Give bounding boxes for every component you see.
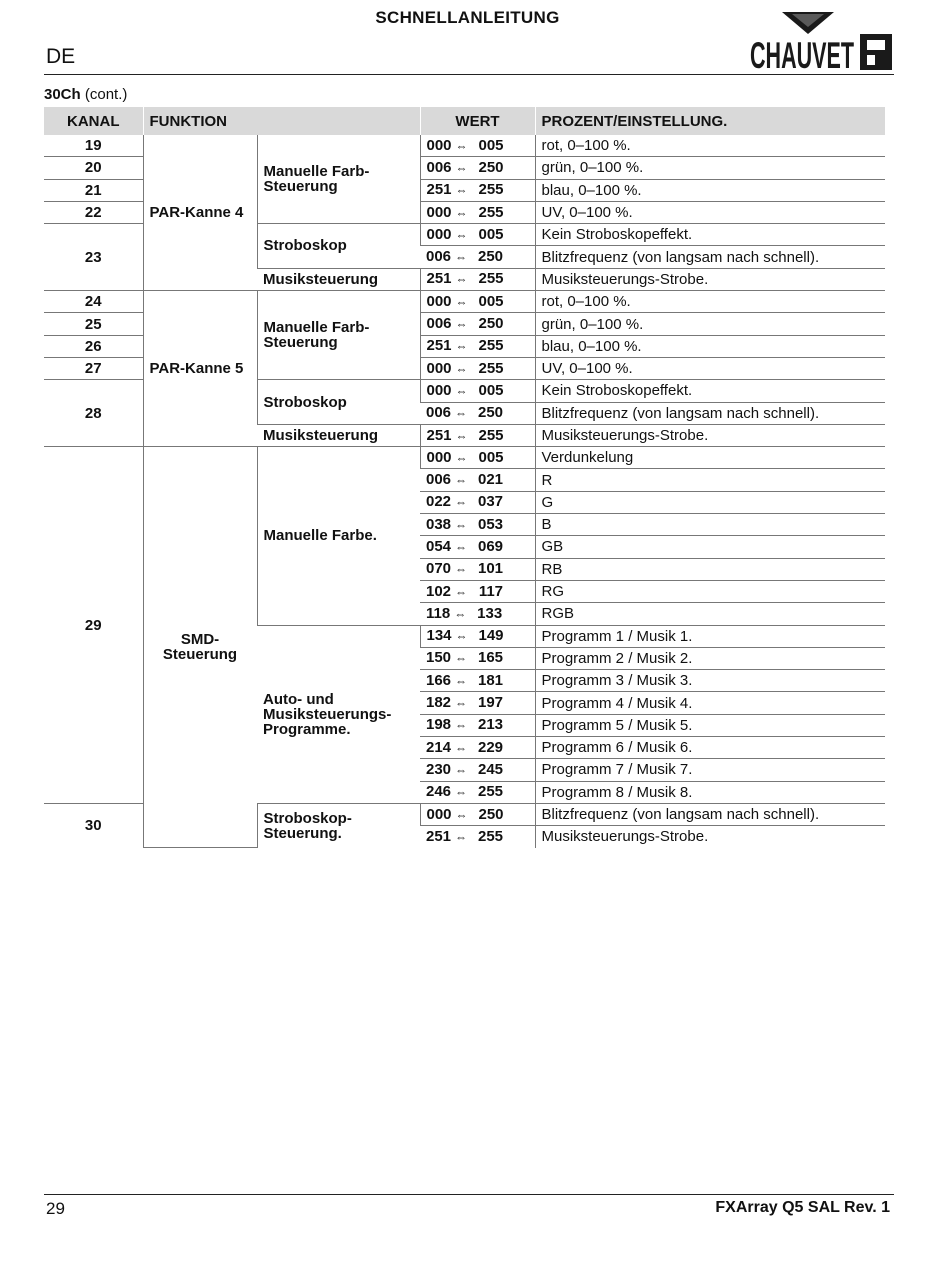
channel-number: 25	[44, 313, 143, 335]
setting-description: Programm 3 / Musik 3.	[535, 670, 885, 692]
sub-function: Musiksteuerung	[257, 424, 420, 446]
channel-number: 30	[84, 817, 102, 835]
range-high: 245	[478, 760, 504, 778]
table-row	[44, 291, 885, 313]
setting-description: Programm 2 / Musik 2.	[535, 647, 885, 669]
range-low: 022	[426, 493, 452, 511]
header-prozent: PROZENT/EINSTELLUNG.	[535, 107, 885, 135]
value-range	[420, 424, 535, 446]
value-range	[420, 201, 535, 223]
range-high: 101	[478, 560, 504, 578]
setting-description: B	[535, 514, 885, 536]
double-arrow-icon: ⇔	[455, 829, 468, 844]
dmx-channel-table	[44, 107, 885, 848]
language-code: DE	[46, 45, 76, 68]
setting-description: UV, 0–100 %.	[535, 357, 885, 379]
double-arrow-icon: ⇔	[455, 339, 468, 354]
range-high: 181	[478, 671, 504, 689]
range-low: 070	[426, 560, 452, 578]
header-rule	[44, 74, 894, 75]
function-group: SMD-Steuerung	[143, 447, 257, 848]
value-range	[420, 246, 535, 268]
range-high: 005	[478, 292, 504, 310]
range-high: 255	[478, 827, 504, 845]
sub-function: Auto- und Musiksteuerungs-Programme.	[257, 625, 420, 803]
setting-description: RG	[535, 580, 885, 602]
setting-description: G	[535, 491, 885, 513]
double-arrow-icon: ⇔	[455, 227, 468, 242]
range-high: 250	[478, 248, 504, 266]
double-arrow-icon: ⇔	[455, 272, 468, 287]
range-low: 182	[426, 694, 452, 712]
double-arrow-icon: ⇔	[455, 317, 468, 332]
value-range	[420, 714, 535, 736]
setting-description: R	[535, 469, 885, 491]
header-funktion: FUNKTION	[143, 107, 420, 135]
value-range	[420, 447, 535, 469]
setting-description: GB	[535, 536, 885, 558]
channel-number: 26	[44, 335, 143, 357]
setting-description: rot, 0–100 %.	[535, 135, 885, 157]
value-range	[420, 603, 535, 625]
range-high: 037	[478, 493, 504, 511]
double-arrow-icon: ⇔	[455, 673, 468, 688]
setting-description: Musiksteuerungs-Strobe.	[535, 268, 885, 290]
sub-function: Manuelle Farb-Steuerung	[257, 135, 420, 224]
setting-description: Musiksteuerungs-Strobe.	[535, 424, 885, 446]
setting-description: Verdunkelung	[535, 447, 885, 469]
range-low: 118	[426, 604, 451, 622]
range-high: 005	[478, 136, 504, 154]
function-group: PAR-Kanne 5	[143, 291, 257, 447]
double-arrow-icon: ⇔	[455, 205, 468, 220]
setting-description: rot, 0–100 %.	[535, 291, 885, 313]
range-low: 134	[426, 627, 452, 645]
range-high: 005	[478, 448, 504, 466]
double-arrow-icon: ⇔	[455, 495, 468, 510]
value-range	[420, 335, 535, 357]
table-row	[44, 447, 885, 469]
value-range	[420, 826, 535, 848]
setting-description: grün, 0–100 %.	[535, 157, 885, 179]
double-arrow-icon: ⇔	[455, 383, 468, 398]
value-range	[420, 179, 535, 201]
value-range	[420, 491, 535, 513]
range-low: 000	[426, 359, 452, 377]
setting-description: blau, 0–100 %.	[535, 335, 885, 357]
setting-description: Kein Stroboskopeffekt.	[535, 224, 885, 246]
range-low: 251	[426, 426, 452, 444]
chauvet-dj-logo	[748, 10, 896, 74]
sub-function: Stroboskop-Steuerung.	[257, 803, 420, 847]
range-low: 038	[426, 515, 452, 533]
setting-description: UV, 0–100 %.	[535, 201, 885, 223]
range-low: 230	[426, 760, 452, 778]
channel-number: 19	[44, 135, 143, 157]
range-high: 255	[478, 783, 504, 801]
range-high: 255	[478, 270, 504, 288]
range-high: 250	[478, 805, 504, 823]
double-arrow-icon: ⇔	[455, 294, 468, 309]
header-wert: WERT	[420, 107, 535, 135]
double-arrow-icon: ⇔	[455, 629, 468, 644]
range-low: 000	[426, 805, 452, 823]
range-high: 229	[478, 738, 504, 756]
range-high: 213	[478, 716, 504, 734]
value-range	[420, 135, 535, 157]
range-low: 000	[426, 381, 452, 399]
range-high: 250	[478, 315, 504, 333]
double-arrow-icon: ⇔	[455, 762, 468, 777]
setting-description: RB	[535, 558, 885, 580]
double-arrow-icon: ⇔	[455, 651, 468, 666]
range-low: 000	[426, 292, 452, 310]
sub-function: Stroboskop	[257, 224, 420, 269]
sub-function: Stroboskop	[257, 380, 420, 425]
range-high: 005	[478, 225, 504, 243]
range-low: 150	[426, 649, 452, 667]
range-high: 117	[478, 582, 504, 600]
range-high: 197	[478, 694, 504, 712]
setting-description: Programm 5 / Musik 5.	[535, 714, 885, 736]
channel-number: 29	[44, 447, 143, 804]
double-arrow-icon: ⇔	[454, 606, 467, 621]
setting-description: RGB	[535, 603, 885, 625]
table-row	[44, 135, 885, 157]
range-low: 006	[426, 404, 452, 422]
page-title: SCHNELLANLEITUNG	[375, 8, 560, 27]
setting-description: Blitzfrequenz (von langsam nach schnell).	[535, 402, 885, 424]
setting-description: Blitzfrequenz (von langsam nach schnell).	[535, 246, 885, 268]
setting-description: blau, 0–100 %.	[535, 179, 885, 201]
table-header-row	[44, 107, 885, 135]
range-low: 006	[426, 248, 452, 266]
value-range	[420, 580, 535, 602]
value-range	[420, 692, 535, 714]
double-arrow-icon: ⇔	[455, 428, 468, 443]
double-arrow-icon: ⇔	[455, 584, 468, 599]
value-range	[420, 647, 535, 669]
channel-number: 24	[44, 291, 143, 313]
range-high: 255	[478, 203, 504, 221]
range-low: 000	[426, 136, 452, 154]
range-low: 000	[426, 448, 452, 466]
setting-description: Blitzfrequenz (von langsam nach schnell).	[535, 803, 885, 825]
value-range	[420, 402, 535, 424]
value-range	[420, 357, 535, 379]
value-range	[420, 536, 535, 558]
range-high: 005	[478, 381, 504, 399]
double-arrow-icon: ⇔	[455, 250, 468, 265]
range-low: 006	[426, 158, 452, 176]
sub-function: Manuelle Farbe.	[257, 447, 420, 625]
range-high: 069	[478, 537, 504, 555]
range-low: 102	[426, 582, 452, 600]
model-revision: FXArray Q5 SAL Rev. 1	[715, 1199, 890, 1216]
function-group: PAR-Kanne 4	[143, 135, 257, 291]
channel-number: 21	[44, 179, 143, 201]
range-high: 149	[478, 627, 504, 645]
range-high: 255	[478, 337, 504, 355]
svg-text:CHAUVET: CHAUVET	[750, 35, 855, 76]
range-high: 255	[478, 359, 504, 377]
range-low: 054	[426, 537, 452, 555]
value-range	[420, 469, 535, 491]
double-arrow-icon: ⇔	[455, 160, 468, 175]
value-range	[420, 380, 535, 402]
range-low: 198	[426, 716, 452, 734]
value-range	[420, 781, 535, 803]
value-range	[420, 558, 535, 580]
sub-function: Musiksteuerung	[257, 268, 420, 290]
range-low: 251	[426, 337, 452, 355]
double-arrow-icon: ⇔	[455, 183, 468, 198]
value-range	[420, 803, 535, 825]
value-range	[420, 670, 535, 692]
range-low: 251	[426, 270, 452, 288]
double-arrow-icon: ⇔	[455, 696, 468, 711]
value-range	[420, 157, 535, 179]
setting-description: Programm 7 / Musik 7.	[535, 759, 885, 781]
channel-number: 23	[44, 224, 143, 291]
footer-rule	[44, 1194, 894, 1195]
double-arrow-icon: ⇔	[455, 807, 468, 822]
channel-number: 22	[44, 201, 143, 223]
sub-function: Manuelle Farb-Steuerung	[257, 291, 420, 380]
double-arrow-icon: ⇔	[455, 785, 468, 800]
page-number: 29	[46, 1199, 65, 1218]
double-arrow-icon: ⇔	[455, 473, 468, 488]
channel-number: 27	[44, 357, 143, 379]
table-subtitle: 30Ch (cont.)	[44, 86, 128, 103]
range-high: 053	[478, 515, 504, 533]
setting-description: Programm 8 / Musik 8.	[535, 781, 885, 803]
setting-description: Programm 4 / Musik 4.	[535, 692, 885, 714]
range-high: 250	[478, 404, 504, 422]
range-high: 133	[477, 604, 503, 622]
range-high: 021	[478, 471, 504, 489]
value-range	[420, 514, 535, 536]
setting-description: Kein Stroboskopeffekt.	[535, 380, 885, 402]
range-low: 251	[426, 181, 452, 199]
setting-description: grün, 0–100 %.	[535, 313, 885, 335]
setting-description: Programm 1 / Musik 1.	[535, 625, 885, 647]
range-low: 000	[426, 225, 452, 243]
range-low: 214	[426, 738, 452, 756]
double-arrow-icon: ⇔	[455, 406, 468, 421]
range-low: 166	[426, 671, 452, 689]
double-arrow-icon: ⇔	[455, 562, 468, 577]
double-arrow-icon: ⇔	[455, 718, 468, 733]
value-range	[420, 313, 535, 335]
double-arrow-icon: ⇔	[455, 361, 468, 376]
header-kanal: KANAL	[44, 107, 143, 135]
value-range	[420, 759, 535, 781]
setting-description: Programm 6 / Musik 6.	[535, 737, 885, 759]
double-arrow-icon: ⇔	[455, 539, 468, 554]
value-range	[420, 625, 535, 647]
range-high: 250	[478, 158, 504, 176]
range-high: 255	[478, 426, 504, 444]
value-range	[420, 224, 535, 246]
range-high: 255	[478, 181, 504, 199]
double-arrow-icon: ⇔	[455, 740, 468, 755]
setting-description: Musiksteuerungs-Strobe.	[535, 826, 885, 848]
value-range	[420, 268, 535, 290]
range-low: 006	[426, 471, 452, 489]
range-low: 006	[426, 315, 452, 333]
range-low: 246	[426, 783, 452, 801]
double-arrow-icon: ⇔	[455, 450, 468, 465]
double-arrow-icon: ⇔	[455, 517, 468, 532]
range-low: 251	[426, 827, 452, 845]
value-range	[420, 291, 535, 313]
range-high: 165	[478, 649, 504, 667]
channel-number: 20	[44, 157, 143, 179]
channel-number: 28	[44, 380, 143, 447]
range-low: 000	[426, 203, 452, 221]
double-arrow-icon: ⇔	[455, 138, 468, 153]
value-range	[420, 737, 535, 759]
